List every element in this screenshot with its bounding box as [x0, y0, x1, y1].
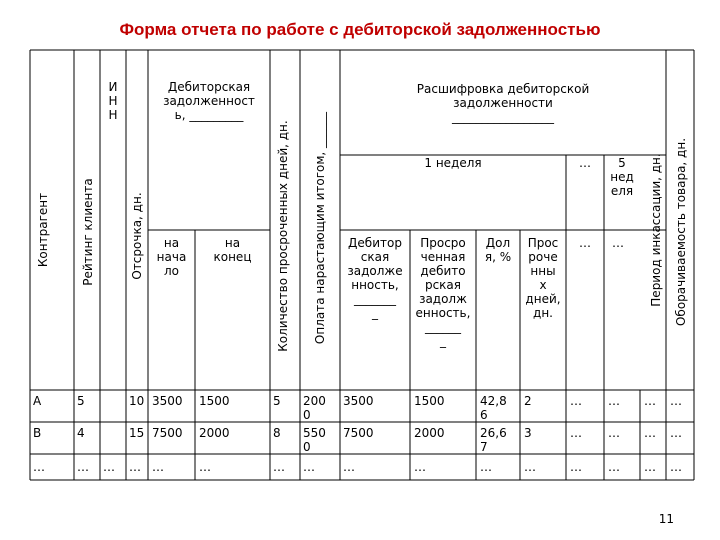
cell-inn: … [103, 460, 115, 474]
cell-delay: … [129, 460, 141, 474]
cell-collection: … [644, 460, 656, 474]
page-number: 11 [658, 512, 674, 526]
cell-debt-start: 3500 [152, 394, 183, 408]
cell-share: … [480, 460, 492, 474]
cell-overdue-day-count: 2 [524, 394, 532, 408]
cell-turnover: … [670, 460, 682, 474]
cell-dots-2: … [608, 460, 620, 474]
cell-overdue-debt: 1500 [414, 394, 445, 408]
header-week-dots: … [579, 156, 591, 170]
header-sub-share: Дол я, % [484, 236, 512, 264]
cell-overdue-days: 8 [273, 426, 281, 440]
cell-debt-end: … [199, 460, 211, 474]
header-sub-receivable: Дебитор ская задолже нность, _______ _ [347, 236, 403, 320]
cell-dots-2: … [608, 394, 620, 408]
header-collection-period: Период инкассации, дн. [649, 153, 663, 307]
header-debt-start: на нача ло [156, 236, 187, 278]
cell-debt-start: 7500 [152, 426, 183, 440]
cell-rating: … [77, 460, 89, 474]
cell-collection: … [644, 426, 656, 440]
cell-receivable: … [343, 460, 355, 474]
cell-name: А [33, 394, 42, 408]
page-title: Форма отчета по работе с дебиторской задолженностью [119, 20, 601, 39]
cell-overdue-debt: … [414, 460, 426, 474]
cell-rating: 4 [77, 426, 85, 440]
cell-delay: 15 [129, 426, 145, 440]
cell-paid: 550 0 [303, 426, 326, 454]
header-sub-overdue-days: Прос роче нны х дней, дн. [525, 236, 561, 320]
cell-overdue-day-count: … [524, 460, 536, 474]
cell-overdue-days: 5 [273, 394, 281, 408]
header-turnover: Оборачиваемость товара, дн. [674, 137, 688, 327]
cell-delay: 10 [129, 394, 145, 408]
header-debt: Дебиторская задолженност ь, _________ [163, 80, 255, 122]
cell-share: 42,8 6 [480, 394, 507, 422]
header-contragent: Контрагент [36, 192, 50, 268]
header-debt-end: на конец [213, 236, 252, 264]
cell-dots-2: … [608, 426, 620, 440]
cell-rating: 5 [77, 394, 85, 408]
cell-receivable: 3500 [343, 394, 374, 408]
cell-name: В [33, 426, 42, 440]
header-payment-cumulative: Оплата нарастающим итогом, ______ [313, 111, 327, 345]
header-overdue-days: Количество просроченных дней, дн. [276, 120, 290, 352]
header-week5: 5 нед еля [610, 156, 634, 198]
cell-dots-1: … [570, 426, 582, 440]
cell-collection: … [644, 394, 656, 408]
cell-receivable: 7500 [343, 426, 374, 440]
cell-overdue-debt: 2000 [414, 426, 445, 440]
cell-paid: 200 0 [303, 394, 326, 422]
header-sub-dots-1: … [579, 236, 591, 250]
cell-paid: … [303, 460, 315, 474]
header-week1: 1 неделя [424, 156, 482, 170]
header-sub-dots-2: … [612, 236, 624, 250]
cell-turnover: … [670, 426, 682, 440]
header-decoding: Расшифровка дебиторской задолженности _________________ [416, 82, 590, 124]
header-rating: Рейтинг клиента [81, 178, 95, 286]
header-delay: Отсрочка, дн. [130, 192, 144, 280]
header-inn: И Н Н [108, 80, 118, 122]
cell-debt-start: … [152, 460, 164, 474]
cell-overdue-day-count: 3 [524, 426, 532, 440]
cell-turnover: … [670, 394, 682, 408]
cell-name: … [33, 460, 45, 474]
cell-debt-end: 1500 [199, 394, 230, 408]
cell-dots-1: … [570, 460, 582, 474]
cell-dots-1: … [570, 394, 582, 408]
header-sub-overdue: Просро ченная дебито рская задолж енность, ______ _ [415, 236, 471, 348]
cell-share: 26,6 7 [480, 426, 507, 454]
cell-overdue-days: … [273, 460, 285, 474]
cell-debt-end: 2000 [199, 426, 230, 440]
